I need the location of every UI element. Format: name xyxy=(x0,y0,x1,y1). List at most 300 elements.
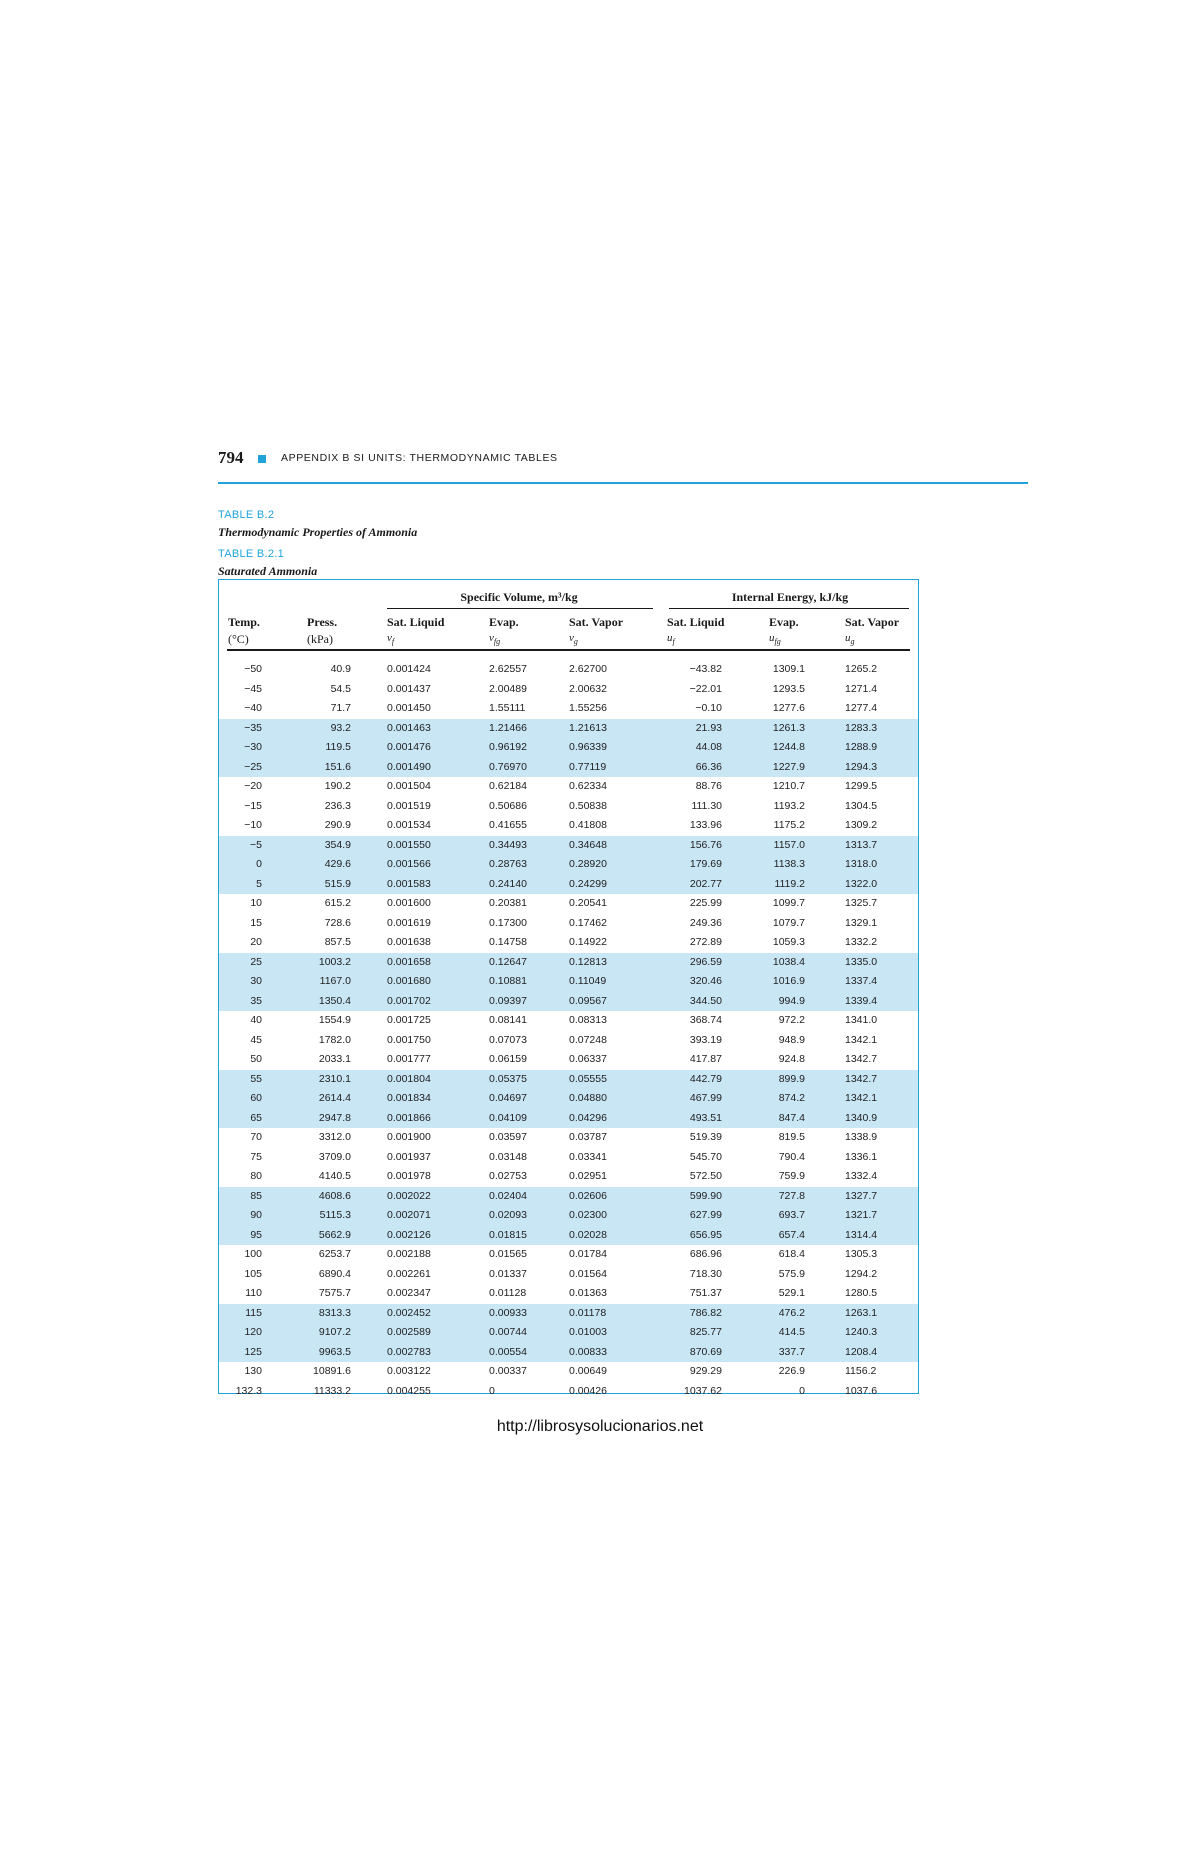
cell-ug: 1318.0 xyxy=(845,858,878,870)
cell-vg: 0.04880 xyxy=(569,1092,607,1104)
cell-press: 5662.9 xyxy=(318,1228,351,1241)
page-number: 794 xyxy=(218,448,244,467)
symbol-uf-base: u xyxy=(667,632,673,644)
cell-vfg: 0.02404 xyxy=(489,1189,527,1202)
cell-vfg: 0.00337 xyxy=(489,1365,527,1377)
cell-uf: 686.96 xyxy=(689,1248,722,1260)
cell-press: 354.9 xyxy=(324,838,351,851)
col-header-temp-unit: (°C) xyxy=(228,632,249,646)
cell-vg: 0.20541 xyxy=(569,897,607,909)
cell-ufg: 994.9 xyxy=(778,994,805,1007)
cell-vf: 0.003122 xyxy=(387,1365,431,1377)
cell-vfg: 0.41655 xyxy=(489,819,527,831)
cell-uf: 21.93 xyxy=(695,721,722,734)
cell-ug: 1337.4 xyxy=(845,975,878,987)
cell-uf: 44.08 xyxy=(695,741,722,753)
cell-temp: 55 xyxy=(250,1072,262,1085)
cell-vfg: 2.00489 xyxy=(489,682,527,695)
cell-vf: 0.002261 xyxy=(387,1267,431,1280)
cell-uf: 320.46 xyxy=(689,975,722,987)
cell-vf: 0.001550 xyxy=(387,838,431,851)
cell-vf: 0.001725 xyxy=(387,1014,431,1026)
table-row xyxy=(219,1167,918,1187)
cell-ufg: 1157.0 xyxy=(773,838,805,851)
table-row xyxy=(219,1343,918,1363)
cell-ufg: 0 xyxy=(799,1384,805,1397)
cell-vfg: 0.01565 xyxy=(489,1248,527,1260)
cell-vf: 0.001463 xyxy=(387,721,431,734)
cell-temp: 50 xyxy=(250,1053,262,1065)
table-row xyxy=(219,719,918,739)
cell-vfg: 0.07073 xyxy=(489,1033,527,1046)
group-header-specific-volume-text: Specific Volume, m³/kg xyxy=(460,590,578,604)
cell-vg: 0.01003 xyxy=(569,1326,607,1338)
cell-vg: 0.41808 xyxy=(569,819,607,831)
cell-ug: 1283.3 xyxy=(845,721,878,734)
cell-press: 236.3 xyxy=(324,799,351,812)
cell-uf: 572.50 xyxy=(689,1170,722,1182)
table-row xyxy=(219,836,918,856)
cell-press: 1554.9 xyxy=(318,1014,351,1026)
cell-uf: 66.36 xyxy=(695,760,722,773)
cell-vfg: 0 xyxy=(489,1384,495,1397)
cell-uf: 111.30 xyxy=(691,799,722,812)
cell-ufg: 529.1 xyxy=(778,1287,805,1299)
cell-press: 429.6 xyxy=(324,858,351,870)
cell-vf: 0.001638 xyxy=(387,936,431,948)
cell-press: 3312.0 xyxy=(318,1131,351,1143)
cell-press: 5115.3 xyxy=(319,1209,351,1221)
table-row xyxy=(219,1128,918,1148)
cell-vfg: 0.06159 xyxy=(489,1053,527,1065)
cell-vf: 0.001476 xyxy=(387,741,431,753)
cell-ufg: 1016.9 xyxy=(772,975,805,987)
cell-vg: 0.02606 xyxy=(569,1189,607,1202)
cell-vg: 0.09567 xyxy=(569,994,607,1007)
cell-uf: 1037.62 xyxy=(684,1384,722,1397)
cell-press: 4608.6 xyxy=(318,1189,351,1202)
cell-ug: 1156.2 xyxy=(845,1365,877,1377)
group-header-internal-energy-text: Internal Energy, kJ/kg xyxy=(731,590,849,604)
cell-vf: 0.001583 xyxy=(387,877,431,890)
cell-ufg: 1227.9 xyxy=(772,760,805,773)
cell-ug: 1332.2 xyxy=(845,936,878,948)
cell-ufg: 1193.2 xyxy=(773,799,805,812)
cell-uf: 88.76 xyxy=(695,780,722,792)
cell-vg: 0.17462 xyxy=(569,916,607,929)
table-row xyxy=(219,777,918,797)
cell-ug: 1322.0 xyxy=(845,877,878,890)
cell-press: 2310.1 xyxy=(318,1072,351,1085)
saturated-ammonia-table xyxy=(218,579,919,1397)
cell-ufg: 1293.5 xyxy=(772,682,805,695)
cell-ug: 1340.9 xyxy=(845,1111,878,1124)
cell-uf: 249.36 xyxy=(689,916,722,929)
symbol-ug-sub: g xyxy=(850,637,855,647)
cell-temp: 95 xyxy=(250,1228,262,1241)
cell-vfg: 0.01337 xyxy=(489,1267,527,1280)
cell-vfg: 0.04109 xyxy=(489,1111,527,1124)
table-row xyxy=(219,1382,918,1402)
cell-ufg: 790.4 xyxy=(778,1150,805,1163)
cell-ufg: 1059.3 xyxy=(772,936,805,948)
cell-vfg: 0.01128 xyxy=(489,1287,527,1299)
symbol-vg xyxy=(569,632,578,646)
cell-uf: 296.59 xyxy=(689,955,722,968)
cell-uf: 786.82 xyxy=(689,1306,722,1319)
cell-vg: 0.02028 xyxy=(569,1228,607,1241)
cell-ufg: 1277.6 xyxy=(772,702,805,714)
cell-ug: 1327.7 xyxy=(845,1189,878,1202)
cell-uf: 368.74 xyxy=(689,1014,722,1026)
cell-press: 2033.1 xyxy=(318,1053,351,1065)
table-row xyxy=(219,758,918,778)
cell-uf: 929.29 xyxy=(689,1365,722,1377)
table-name: Thermodynamic Properties of Ammonia xyxy=(218,525,418,539)
cell-vg: 0.00426 xyxy=(569,1384,607,1397)
cell-ug: 1342.7 xyxy=(845,1072,878,1085)
cell-temp: 15 xyxy=(250,916,262,929)
cell-press: 1003.2 xyxy=(318,955,351,968)
cell-vf: 0.001834 xyxy=(387,1092,431,1104)
cell-uf: 133.96 xyxy=(689,819,722,831)
table-body xyxy=(219,660,918,1401)
cell-press: 2614.4 xyxy=(318,1092,351,1104)
cell-ug: 1329.1 xyxy=(845,916,878,929)
cell-press: 40.9 xyxy=(330,663,351,675)
cell-vg: 0.77119 xyxy=(569,760,607,773)
cell-press: 8313.3 xyxy=(318,1306,351,1319)
cell-vf: 0.001777 xyxy=(387,1053,431,1065)
cell-temp: −50 xyxy=(244,663,262,675)
cell-vfg: 0.05375 xyxy=(489,1072,527,1085)
cell-ug: 1325.7 xyxy=(845,897,878,909)
cell-vg: 0.01363 xyxy=(569,1287,607,1299)
cell-press: 11333.2 xyxy=(313,1384,351,1397)
cell-uf: 493.51 xyxy=(689,1111,722,1124)
cell-vg: 2.00632 xyxy=(569,682,607,695)
cell-ufg: 899.9 xyxy=(778,1072,805,1085)
cell-ug: 1339.4 xyxy=(845,994,878,1007)
cell-temp: 25 xyxy=(250,955,262,968)
table-row xyxy=(219,1050,918,1070)
cell-press: 290.9 xyxy=(324,819,351,831)
table-row xyxy=(219,1323,918,1343)
cell-ug: 1304.5 xyxy=(845,799,878,812)
cell-uf: 519.39 xyxy=(689,1131,722,1143)
cell-vg: 0.34648 xyxy=(569,838,607,851)
cell-temp: 85 xyxy=(250,1189,262,1202)
cell-ug: 1342.7 xyxy=(845,1053,878,1065)
cell-vf: 0.002126 xyxy=(387,1228,431,1241)
cell-temp: 70 xyxy=(250,1131,262,1143)
cell-vfg: 0.03597 xyxy=(489,1131,527,1143)
col-header-v-liquid: Sat. Liquid xyxy=(387,615,445,629)
symbol-vg-sub: g xyxy=(573,637,578,647)
cell-vg: 0.62334 xyxy=(569,780,607,792)
cell-ug: 1288.9 xyxy=(845,741,878,753)
cell-uf: 417.87 xyxy=(689,1053,722,1065)
cell-press: 515.9 xyxy=(324,877,351,890)
cell-uf: 599.90 xyxy=(689,1189,722,1202)
cell-press: 7575.7 xyxy=(318,1287,351,1299)
cell-uf: 467.99 xyxy=(689,1092,722,1104)
cell-ug: 1342.1 xyxy=(845,1033,878,1046)
symbol-vf xyxy=(387,632,394,646)
symbol-ufg-base: u xyxy=(769,632,775,644)
cell-temp: −5 xyxy=(250,838,262,851)
cell-vf: 0.001900 xyxy=(387,1131,431,1143)
cell-ufg: 1099.7 xyxy=(772,897,805,909)
cell-temp: −20 xyxy=(244,780,262,792)
group-header-specific-volume xyxy=(384,590,654,605)
cell-ug: 1305.3 xyxy=(845,1248,878,1260)
footer-url: http://librosysolucionarios.net xyxy=(496,1418,704,1435)
table-row xyxy=(219,738,918,758)
table-row xyxy=(219,1011,918,1031)
cell-ufg: 874.2 xyxy=(778,1092,805,1104)
cell-uf: −22.01 xyxy=(689,682,722,695)
cell-ug: 1208.4 xyxy=(845,1345,878,1358)
cell-temp: 35 xyxy=(250,994,262,1007)
cell-vfg: 0.76970 xyxy=(489,760,527,773)
cell-temp: 75 xyxy=(250,1150,262,1163)
cell-vg: 1.21613 xyxy=(569,721,607,734)
cell-press: 1782.0 xyxy=(318,1033,351,1046)
cell-uf: 627.99 xyxy=(689,1209,722,1221)
cell-temp: 30 xyxy=(250,975,262,987)
cell-ufg: 1309.1 xyxy=(772,663,805,675)
table-row xyxy=(219,699,918,719)
cell-uf: 202.77 xyxy=(689,877,722,890)
cell-ufg: 575.9 xyxy=(778,1267,805,1280)
col-header-u-evap: Evap. xyxy=(769,615,799,629)
cell-ufg: 847.4 xyxy=(778,1111,805,1124)
cell-uf: 156.76 xyxy=(689,838,722,851)
cell-ug: 1313.7 xyxy=(845,838,878,851)
cell-uf: 656.95 xyxy=(689,1228,722,1241)
symbol-vfg-base: v xyxy=(489,632,494,644)
cell-press: 151.6 xyxy=(324,760,351,773)
table-row xyxy=(219,1148,918,1168)
table-row xyxy=(219,1362,918,1382)
cell-ufg: 1244.8 xyxy=(772,741,805,753)
cell-vf: 0.001504 xyxy=(387,780,431,792)
cell-press: 6253.7 xyxy=(318,1248,351,1260)
cell-ufg: 1210.7 xyxy=(772,780,805,792)
cell-vf: 0.001978 xyxy=(387,1170,431,1182)
cell-temp: −15 xyxy=(244,799,262,812)
cell-ufg: 476.2 xyxy=(778,1306,805,1319)
cell-vg: 0.07248 xyxy=(569,1033,607,1046)
cell-ug: 1341.0 xyxy=(845,1014,878,1026)
col-header-temp: Temp. xyxy=(228,615,260,629)
subtable-name: Saturated Ammonia xyxy=(218,564,318,578)
cell-vfg: 0.00744 xyxy=(489,1326,527,1338)
cell-press: 6890.4 xyxy=(318,1267,351,1280)
cell-vfg: 2.62557 xyxy=(489,663,527,675)
table-row xyxy=(219,914,918,934)
symbol-ug xyxy=(845,632,855,646)
header-divider xyxy=(218,482,1028,484)
symbol-vf-sub: f xyxy=(391,637,395,647)
cell-vf: 0.002188 xyxy=(387,1248,431,1260)
cell-ufg: 1261.3 xyxy=(772,721,805,734)
cell-vg: 0.11049 xyxy=(569,975,607,987)
cell-ug: 1271.4 xyxy=(845,682,878,695)
cell-ufg: 226.9 xyxy=(778,1365,805,1377)
cell-temp: 115 xyxy=(245,1306,262,1319)
table-row xyxy=(219,1031,918,1051)
cell-press: 4140.5 xyxy=(318,1170,351,1182)
cell-vfg: 0.10881 xyxy=(489,975,527,987)
symbol-ufg xyxy=(769,632,781,646)
table-row xyxy=(219,992,918,1012)
cell-ufg: 924.8 xyxy=(778,1053,805,1065)
cell-vf: 0.001519 xyxy=(387,799,431,812)
cell-vf: 0.001680 xyxy=(387,975,431,987)
cell-ug: 1294.2 xyxy=(845,1267,878,1280)
table-row xyxy=(219,1070,918,1090)
cell-ufg: 727.8 xyxy=(778,1189,805,1202)
cell-press: 728.6 xyxy=(324,916,351,929)
table-row xyxy=(219,797,918,817)
table-row xyxy=(219,953,918,973)
cell-vg: 0.02300 xyxy=(569,1209,607,1221)
cell-vg: 2.62700 xyxy=(569,663,607,675)
cell-uf: 825.77 xyxy=(689,1326,722,1338)
cell-ug: 1277.4 xyxy=(845,702,878,714)
cell-vfg: 0.96192 xyxy=(489,741,527,753)
col-header-press: Press. xyxy=(307,615,338,629)
cell-temp: 60 xyxy=(250,1092,262,1104)
cell-temp: 90 xyxy=(250,1209,262,1221)
cell-ug: 1342.1 xyxy=(845,1092,878,1104)
cell-uf: 272.89 xyxy=(689,936,722,948)
cell-vg: 0.05555 xyxy=(569,1072,607,1085)
cell-ug: 1294.3 xyxy=(845,760,878,773)
cell-vg: 0.12813 xyxy=(569,955,607,968)
cell-ufg: 1079.7 xyxy=(772,916,805,929)
table-row xyxy=(219,972,918,992)
cell-ug: 1265.2 xyxy=(845,663,878,675)
cell-vfg: 0.02753 xyxy=(489,1170,527,1182)
table-row xyxy=(219,1284,918,1304)
table-row xyxy=(219,894,918,914)
cell-ufg: 618.4 xyxy=(778,1248,805,1260)
table-row xyxy=(219,1265,918,1285)
symbol-vg-base: v xyxy=(569,632,574,644)
cell-ufg: 1038.4 xyxy=(772,955,805,968)
cell-vfg: 1.21466 xyxy=(489,721,527,734)
cell-press: 2947.8 xyxy=(318,1111,351,1124)
cell-vfg: 1.55111 xyxy=(489,702,526,714)
symbol-vf-base: v xyxy=(387,632,392,644)
cell-ufg: 948.9 xyxy=(778,1033,805,1046)
cell-vf: 0.001658 xyxy=(387,955,431,968)
square-bullet-icon xyxy=(258,455,266,463)
cell-temp: 105 xyxy=(244,1267,262,1280)
cell-vg: 0.00833 xyxy=(569,1345,607,1358)
cell-vf: 0.001600 xyxy=(387,897,431,909)
cell-ufg: 337.7 xyxy=(778,1345,805,1358)
cell-vg: 0.03787 xyxy=(569,1131,607,1143)
cell-vfg: 0.28763 xyxy=(489,858,527,870)
cell-temp: 20 xyxy=(250,936,262,948)
cell-vf: 0.001450 xyxy=(387,702,431,714)
cell-vfg: 0.00933 xyxy=(489,1306,527,1319)
cell-vf: 0.002589 xyxy=(387,1326,431,1338)
cell-ufg: 972.2 xyxy=(778,1014,805,1026)
cell-uf: 870.69 xyxy=(689,1345,722,1358)
cell-ug: 1263.1 xyxy=(845,1306,878,1319)
table-row xyxy=(219,1089,918,1109)
cell-temp: 45 xyxy=(250,1033,262,1046)
cell-vfg: 0.34493 xyxy=(489,838,527,851)
cell-vfg: 0.03148 xyxy=(489,1150,527,1163)
symbol-vfg-sub: fg xyxy=(493,637,501,647)
cell-uf: 225.99 xyxy=(689,897,722,909)
col-header-press-unit: (kPa) xyxy=(307,632,333,646)
cell-vf: 0.001750 xyxy=(387,1033,431,1046)
symbol-ufg-sub: fg xyxy=(774,637,781,647)
cell-ug: 1309.2 xyxy=(845,819,878,831)
cell-ug: 1336.1 xyxy=(845,1150,878,1163)
cell-temp: 125 xyxy=(244,1345,262,1358)
cell-vg: 0.01564 xyxy=(569,1267,607,1280)
cell-vf: 0.002347 xyxy=(387,1287,431,1299)
cell-uf: −43.82 xyxy=(689,663,722,675)
cell-ug: 1280.5 xyxy=(845,1287,878,1299)
col-header-v-evap: Evap. xyxy=(489,615,519,629)
cell-temp: −30 xyxy=(244,741,262,753)
cell-ug: 1314.4 xyxy=(845,1228,878,1241)
cell-temp: 132.3 xyxy=(235,1384,262,1397)
table-label: TABLE B.2 xyxy=(218,509,275,521)
cell-vg: 0.06337 xyxy=(569,1053,607,1065)
cell-temp: −35 xyxy=(244,721,262,734)
cell-temp: −45 xyxy=(244,682,262,695)
cell-vf: 0.001424 xyxy=(387,663,431,675)
cell-ug: 1335.0 xyxy=(845,955,878,968)
cell-vf: 0.001490 xyxy=(387,760,431,773)
cell-press: 1350.4 xyxy=(318,994,351,1007)
table-row xyxy=(219,875,918,895)
cell-ufg: 1175.2 xyxy=(773,819,805,831)
cell-uf: −0.10 xyxy=(695,702,722,714)
cell-uf: 718.30 xyxy=(689,1267,722,1280)
cell-uf: 442.79 xyxy=(689,1072,722,1085)
cell-vfg: 0.20381 xyxy=(489,897,527,909)
group-rule-specific-volume xyxy=(387,608,653,609)
cell-vfg: 0.09397 xyxy=(489,994,527,1007)
cell-vg: 0.24299 xyxy=(569,877,607,890)
col-header-u-vapor: Sat. Vapor xyxy=(845,615,900,629)
page-header xyxy=(218,448,1028,484)
cell-press: 1167.0 xyxy=(319,975,351,987)
cell-ufg: 1138.3 xyxy=(773,858,805,870)
table-row xyxy=(219,933,918,953)
cell-press: 10891.6 xyxy=(313,1365,351,1377)
cell-vf: 0.002071 xyxy=(387,1209,431,1221)
cell-uf: 545.70 xyxy=(689,1150,722,1163)
cell-press: 119.5 xyxy=(325,741,351,753)
cell-vfg: 0.08141 xyxy=(489,1014,527,1026)
cell-ug: 1332.4 xyxy=(845,1170,878,1182)
group-rule-internal-energy xyxy=(669,608,909,609)
cell-ug: 1299.5 xyxy=(845,780,878,792)
cell-temp: −25 xyxy=(244,760,262,773)
